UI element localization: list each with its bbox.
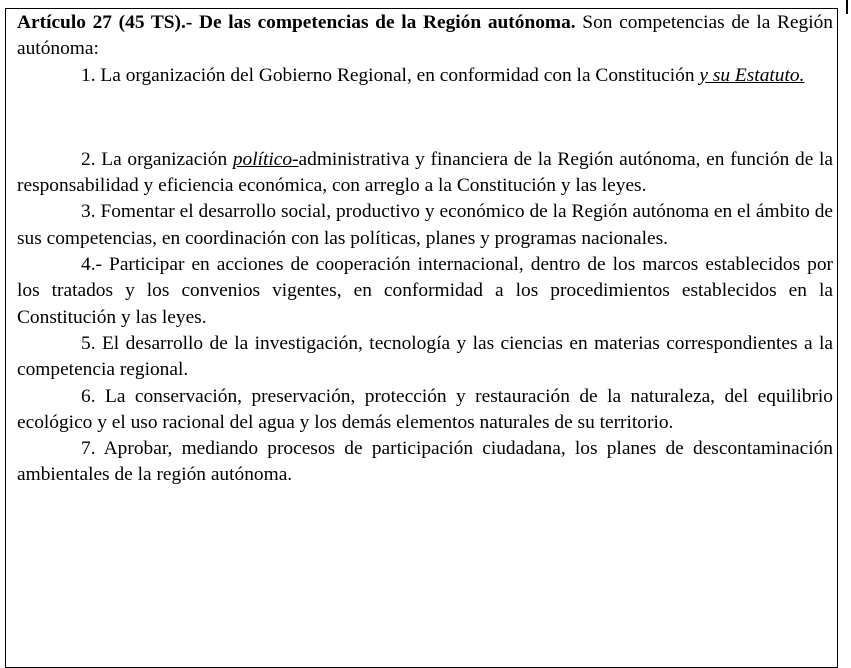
blank-space <box>17 89 833 147</box>
page-edge-mark <box>846 0 848 14</box>
list-item-2 <box>17 147 833 200</box>
list-item-1 <box>17 63 833 89</box>
article-intro: Son competencias de la Región autónoma: <box>17 12 834 60</box>
list-item-2-text-before: 2. La organización <box>81 148 233 170</box>
article-heading-paragraph <box>17 10 833 63</box>
list-item-4: 4.- Participar en acciones de cooperación internacional, dentro de los marcos establecidos por los tratados y los convenios vigentes, en conformidad a los procedimientos establecidos en la Constitución y las leyes. <box>17 254 833 328</box>
article-heading: Artículo 27 (45 TS).- De las competencias de la Región autónoma. <box>17 12 576 33</box>
list-item-1-text: 1. La organización del Gobierno Regional, en conformidad con la Constitución <box>81 64 700 86</box>
list-item-5: 5. El desarrollo de la investigación, tecnología y las ciencias en materias correspondientes a la competencia regional. <box>17 332 833 381</box>
list-item-6: 6. La conservación, preservación, protección y restauración de la naturaleza, del equilibrio ecológico y el uso racional del agua y los demás elementos naturales de su territorio. <box>17 385 833 433</box>
article-body <box>17 10 833 489</box>
list-item-7: 7. Aprobar, mediando procesos de participación ciudadana, los planes de descontaminación ambientales de la región autónoma. <box>17 438 833 486</box>
list-item-3: 3. Fomentar el desarrollo social, productivo y económico de la Región autónoma en el ámbito de sus competencias, en coordinación con las políticas, planes y programas nacionales. <box>17 201 833 249</box>
list-item-2-underlined: político- <box>232 148 299 170</box>
list-item-2-text-after: administrativa y financiera de la Región autónoma, en función de la responsabilidad y eficiencia económica, con arreglo a la Constitución y las leyes. <box>17 148 833 197</box>
list-item-1-underlined: y su Estatuto. <box>699 64 805 86</box>
